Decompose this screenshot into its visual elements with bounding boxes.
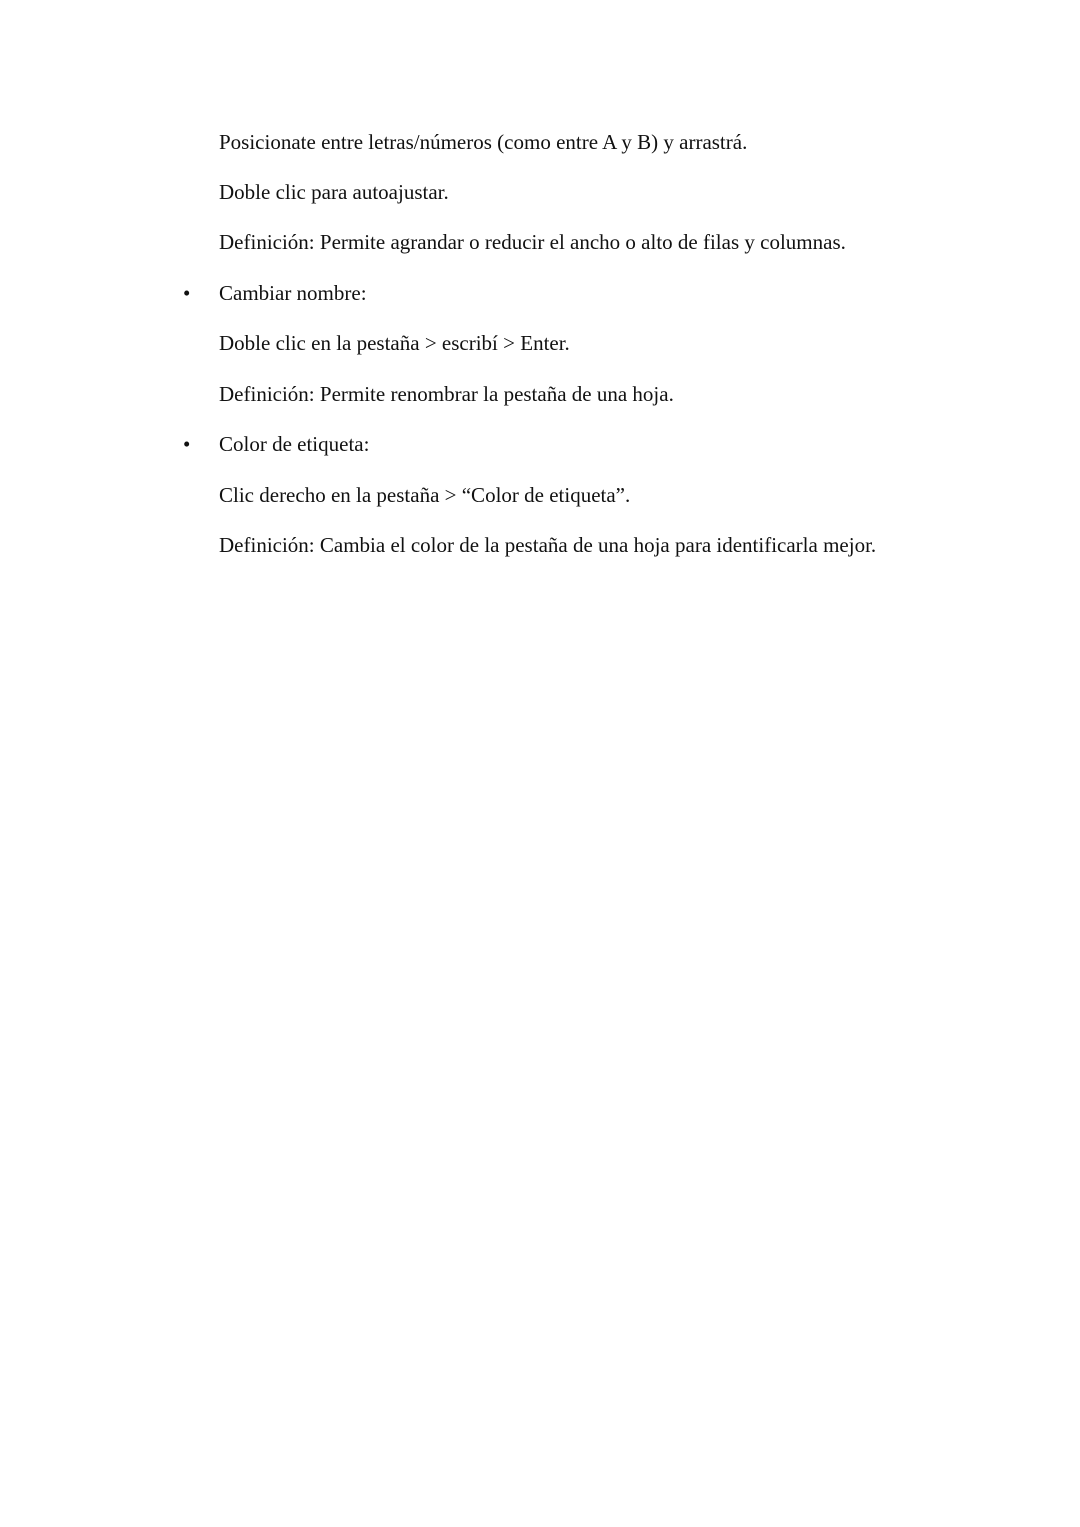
bullet-heading: Color de etiqueta: [219, 432, 370, 456]
paragraph-line: Definición: Permite agrandar o reducir el ancho o alto de filas y columnas. [219, 230, 846, 254]
bullet-icon: • [183, 281, 191, 305]
bullet-icon: • [183, 432, 191, 456]
paragraph-line: Posicionate entre letras/números (como entre A y B) y arrastrá. [219, 130, 748, 154]
paragraph-line: Doble clic para autoajustar. [219, 180, 449, 204]
bullet-heading: Cambiar nombre: [219, 281, 367, 305]
paragraph-line: Definición: Permite renombrar la pestaña de una hoja. [219, 382, 674, 406]
paragraph-line: Clic derecho en la pestaña > “Color de etiqueta”. [219, 483, 631, 507]
paragraph-line: Definición: Cambia el color de la pestaña de una hoja para identificarla mejor. [219, 533, 877, 557]
paragraph-line: Doble clic en la pestaña > escribí > Enter. [219, 331, 570, 355]
